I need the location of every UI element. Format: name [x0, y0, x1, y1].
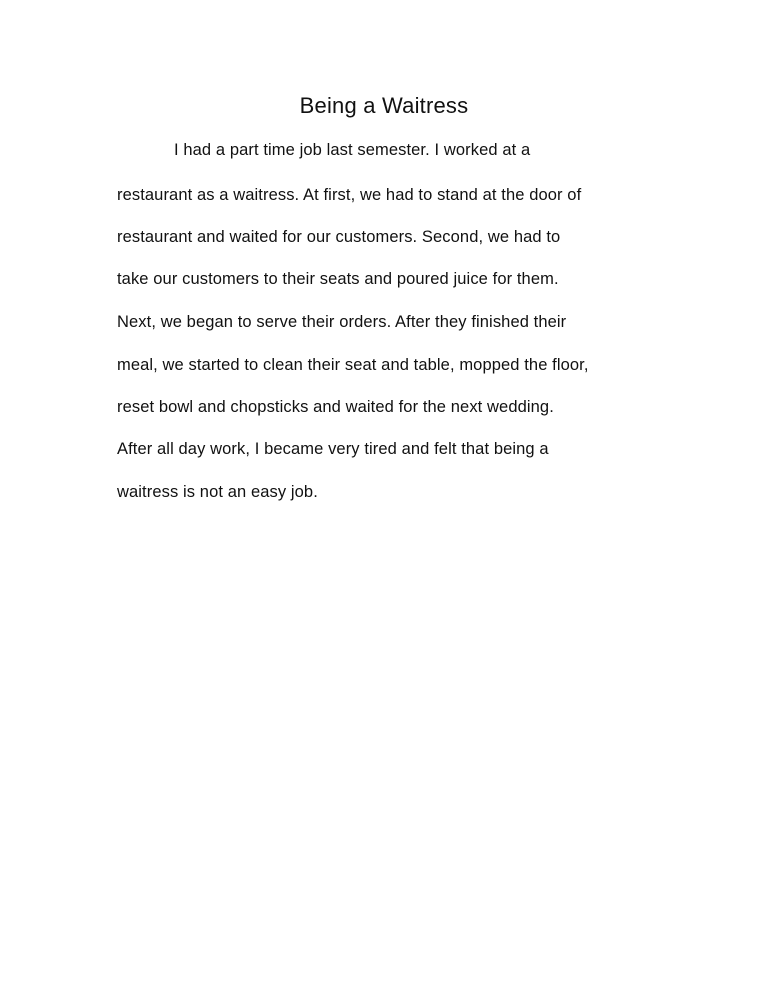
document-title: Being a Waitress	[299, 93, 469, 118]
paragraph-line: meal, we started to clean their seat and table, mopped the floor,	[117, 356, 589, 374]
paragraph-line: Next, we began to serve their orders. After they finished their	[117, 313, 567, 331]
paragraph-line: I had a part time job last semester. I worked at a	[174, 141, 531, 159]
paragraph-line: take our customers to their seats and poured juice for them.	[117, 270, 559, 288]
paragraph-line: waitress is not an easy job.	[117, 483, 318, 501]
paragraph-line: restaurant as a waitress. At first, we had to stand at the door of	[117, 186, 582, 204]
paragraph-line: reset bowl and chopsticks and waited for the next wedding.	[117, 398, 554, 416]
paragraph-line: restaurant and waited for our customers. Second, we had to	[117, 228, 561, 246]
paragraph-line: After all day work, I became very tired and felt that being a	[117, 440, 549, 458]
